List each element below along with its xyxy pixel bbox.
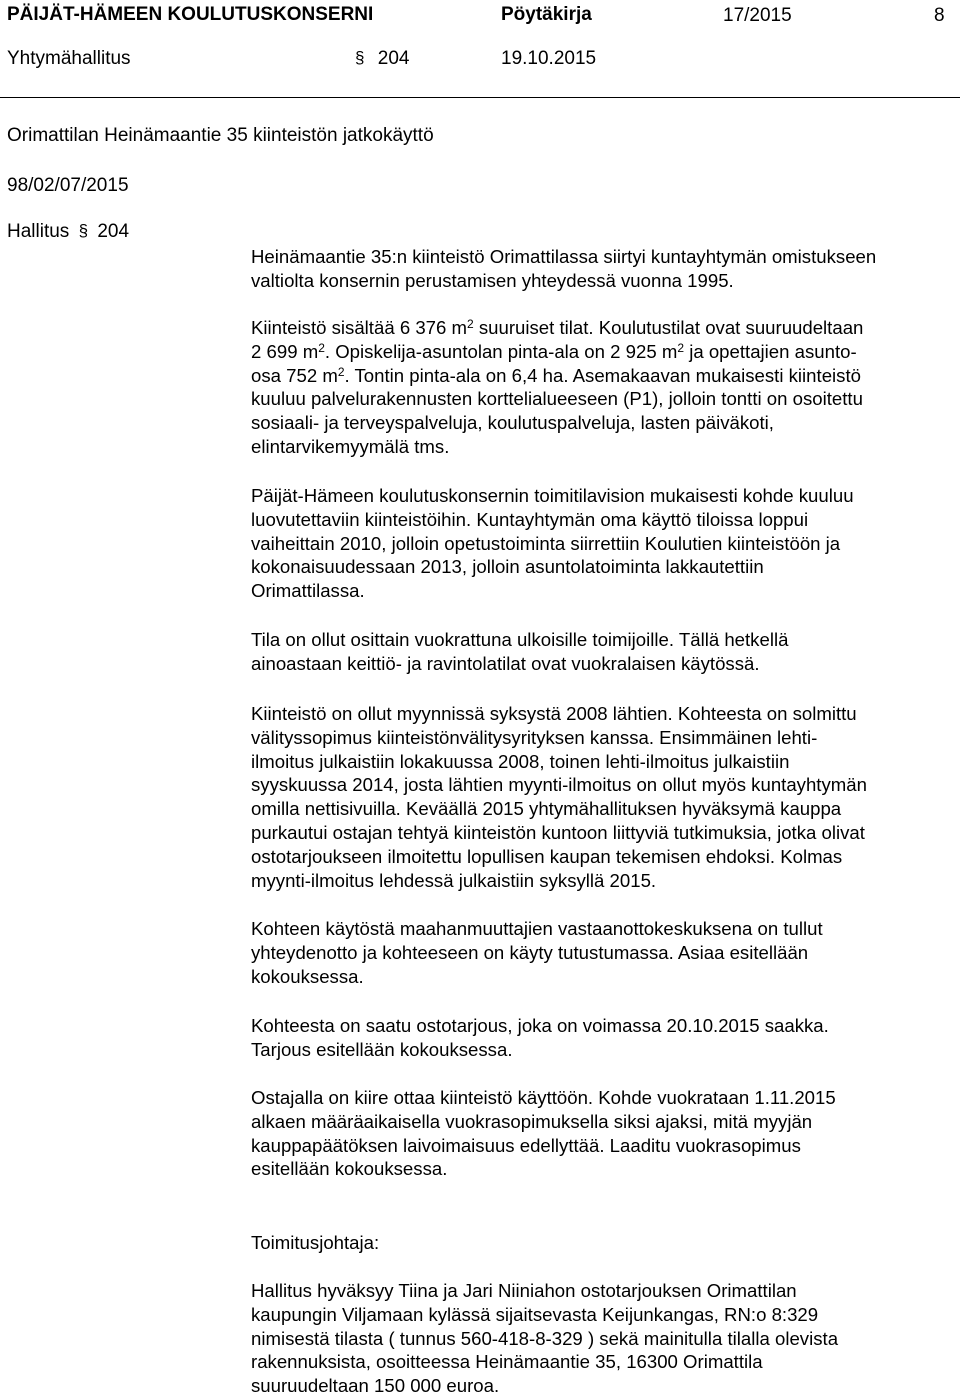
superscript-2: 2 xyxy=(467,317,474,331)
text-line: nimisestä tilasta ( tunnus 560-418-8-329 ) sekä mainitulla tilalla olevista xyxy=(251,1327,839,1349)
previous-body: Hallitus xyxy=(7,221,70,242)
text-line: ostotarjoukseen ilmoitettu lopullisen kaupan tekemisen ehdoksi. Kolmas xyxy=(251,845,843,867)
paragraph-sales-history xyxy=(251,702,951,892)
text-line: Kohteen käytöstä maahanmuuttajien vastaanottokeskuksena on tullut xyxy=(251,918,823,939)
text-line: ainoastaan keittiö- ja ravintolatilat ovat vuokralaisen käytössä. xyxy=(251,652,760,674)
text-line: Kiinteistö on ollut myynnissä syksystä 2008 lähtien. Kohteesta on solmittu xyxy=(251,703,857,724)
page-number: 8 xyxy=(934,5,945,26)
section-reference xyxy=(355,48,409,70)
section-number: 204 xyxy=(377,48,410,69)
paragraph-decision-proposal xyxy=(251,1279,951,1398)
agenda-title: Orimattilan Heinämaantie 35 kiinteistön jatkokäyttö xyxy=(7,125,434,146)
paragraph-offer xyxy=(251,1014,951,1062)
text-line: Heinämaantie 35:n kiinteistö Orimattilassa siirtyi kuntayhtymän omistukseen xyxy=(251,246,877,267)
header-rule xyxy=(0,97,960,98)
text-line: välityssopimus kiinteistönvälitysyrityksen kanssa. Ensimmäinen lehti- xyxy=(251,726,818,748)
previous-section-number: 204 xyxy=(97,221,130,242)
text-line: kauppapäätöksen laivoimaisuus edellyttää. Laaditu vuokrasopimus xyxy=(251,1134,801,1156)
previous-handling xyxy=(7,221,129,243)
superscript-2: 2 xyxy=(318,340,325,355)
record-number: 98/02/07/2015 xyxy=(7,175,129,196)
superscript-2: 2 xyxy=(677,340,685,355)
text-line: syyskuussa 2014, josta lähtien myynti-ilmoitus on ollut myös kuntayhtymän xyxy=(251,774,867,796)
document-number: 17/2015 xyxy=(723,5,792,26)
proposal-heading: Toimitusjohtaja: xyxy=(251,1232,380,1253)
paragraph-reception-centre xyxy=(251,917,951,988)
text-line: Tarjous esitellään kokouksessa. xyxy=(251,1038,513,1060)
text-line: elintarvikemyymälä tms. xyxy=(251,435,450,457)
text-line: Päijät-Hämeen koulutuskonsernin toimitilavision mukaisesti kohde kuuluu xyxy=(251,485,854,506)
paragraph-ownership xyxy=(251,245,951,293)
text-line: osa 752 $m^2$. Tontin pinta-ala on 6,4 ha. Asemakaavan mukaisesti kiinteistö xyxy=(251,364,861,386)
text-line: alkaen määräaikaisella vuokrasopimuksella siksi ajaksi, mitä myyjän xyxy=(251,1110,813,1132)
previous-section-symbol: § xyxy=(78,221,89,240)
organization-name: PÄIJÄT-HÄMEEN KOULUTUSKONSERNI xyxy=(7,4,374,25)
text-line: kaupungin Viljamaan kylässä sijaitsevasta Keijunkangas, RN:o 8:329 xyxy=(251,1303,819,1325)
text-line: kokouksessa. xyxy=(251,965,364,987)
paragraph-lease xyxy=(251,1086,951,1181)
document-type: Pöytäkirja xyxy=(501,4,592,25)
text-line: suuruudeltaan 150 000 euroa. xyxy=(251,1375,500,1397)
text-line: rakennuksista, osoitteessa Heinämaantie 35, 16300 Orimattila xyxy=(251,1351,763,1373)
text-line: Orimattilassa. xyxy=(251,580,365,602)
text-line: kokonaisuudessaan 2013, jolloin asuntolatoiminta lakkautettiin xyxy=(251,556,764,578)
text-line: Tila on ollut osittain vuokrattuna ulkoisille toimijoille. Tällä hetkellä xyxy=(251,629,789,650)
text-line: Hallitus hyväksyy Tiina ja Jari Niiniahon ostotarjouksen Orimattilan xyxy=(251,1280,797,1301)
text-line: Ostajalla on kiire ottaa kiinteistö käyttöön. Kohde vuokrataan 1.11.2015 xyxy=(251,1087,836,1108)
text-line: ilmoitus julkaistiin lokakuussa 2008, toinen lehti-ilmoitus julkaistiin xyxy=(251,750,790,772)
text-line: esitellään kokouksessa. xyxy=(251,1158,448,1180)
paragraph-rental xyxy=(251,628,951,676)
meeting-date: 19.10.2015 xyxy=(501,48,597,69)
text-line: yhteydenotto ja kohteeseen on käyty tutustumassa. Asiaa esitellään xyxy=(251,941,809,963)
paragraph-vision xyxy=(251,484,951,603)
text-line: sosiaali- ja terveyspalveluja, koulutuspalveluja, lasten päiväkoti, xyxy=(251,412,774,434)
section-symbol: § xyxy=(355,48,365,67)
paragraph-areas xyxy=(251,316,951,459)
text-line: 2 699 $m^2$. Opiskelija-asuntolan pinta-ala on 2 925 $m^2$ ja opettajien asunto- xyxy=(251,340,857,362)
text-line: kuuluu palvelurakennusten korttelialueeseen (P1), jolloin tontti on osoitettu xyxy=(251,388,863,410)
text-line: Kohteesta on saatu ostotarjous, joka on voimassa 20.10.2015 saakka. xyxy=(251,1015,829,1036)
superscript-2: 2 xyxy=(337,364,345,379)
text-line: myynti-ilmoitus lehdessä julkaistiin syksyllä 2015. xyxy=(251,869,657,891)
text-line: Kiinteistö sisältää 6 376 $m^2$ suuruiset tilat. Koulutustilat ovat suuruudeltaan xyxy=(251,317,864,338)
text-line: purkautui ostajan tehtyä kiinteistön kuntoon liittyviä tutkimuksia, jotka olivat xyxy=(251,821,865,843)
body-name: Yhtymähallitus xyxy=(7,48,131,69)
text-line: valtiolta konsernin perustamisen yhteydessä vuonna 1995. xyxy=(251,269,734,291)
text-line: vaiheittain 2010, jolloin opetustoiminta siirrettiin Koulutien kiinteistöön ja xyxy=(251,532,841,554)
text-line: luovutettaviin kiinteistöihin. Kuntayhtymän oma käyttö tiloissa loppui xyxy=(251,508,809,530)
text-line: omilla nettisivuilla. Keväällä 2015 yhtymähallituksen hyväksymä kauppa xyxy=(251,798,842,820)
